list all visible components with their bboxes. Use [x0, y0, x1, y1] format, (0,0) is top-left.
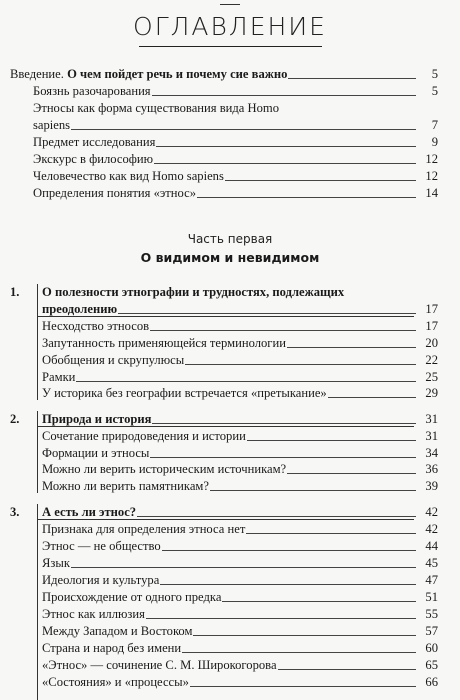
- toc-entry[interactable]: [42, 428, 438, 444]
- dot-leader: [287, 473, 416, 474]
- dot-leader: [278, 669, 416, 670]
- page-number: 17: [425, 319, 438, 333]
- page-number: 60: [425, 641, 438, 655]
- toc-entry[interactable]: [42, 674, 438, 690]
- intro-prefix: Введение.: [10, 67, 64, 81]
- dot-leader: [287, 347, 416, 348]
- page-number: 29: [425, 386, 438, 400]
- page-number: 42: [425, 522, 438, 536]
- dot-leader: [146, 618, 416, 619]
- dot-leader: [152, 95, 416, 96]
- dot-leader: [76, 381, 416, 382]
- chapter-number: 3.: [10, 505, 20, 519]
- dot-leader: [225, 180, 416, 181]
- toc-entry[interactable]: [42, 461, 438, 477]
- toc-entry[interactable]: [42, 335, 438, 351]
- page-number: 25: [425, 370, 438, 384]
- entry-text: Человечество как вид Homo sapiens: [33, 169, 224, 183]
- chapter-title[interactable]: [42, 411, 438, 427]
- dot-leader: [71, 129, 416, 130]
- page-number: 34: [425, 446, 438, 460]
- chapter-vertical-rule: [37, 284, 38, 400]
- page-number: 66: [425, 675, 438, 689]
- toc-entry[interactable]: [33, 168, 438, 184]
- page-number: 51: [425, 590, 438, 604]
- dot-leader: [118, 313, 416, 314]
- toc-entry[interactable]: [33, 185, 438, 201]
- entry-text: «Этнос» — сочинение С. М. Широкогорова: [42, 658, 277, 672]
- chapter-number: 2.: [10, 412, 20, 426]
- entry-text: Сочетание природоведения и истории: [42, 429, 246, 443]
- dot-leader: [162, 550, 416, 551]
- entry-text: Экскурс в философию: [33, 152, 154, 166]
- page-title: ОГЛАВЛЕНИЕ: [133, 12, 327, 41]
- toc-entry[interactable]: [42, 606, 438, 622]
- page-number: 17: [425, 302, 438, 316]
- entry-text: Обобщения и скрупулюсы: [42, 353, 185, 367]
- page-number: 45: [425, 556, 438, 570]
- toc-entry[interactable]: [42, 555, 438, 571]
- entry-text: Идеология и культура: [42, 573, 160, 587]
- intro-title: О чем пойдет речь и почему сие важно: [67, 67, 288, 81]
- toc-entry[interactable]: [42, 521, 438, 537]
- page-number: 7: [431, 118, 438, 132]
- entry-text: Можно ли верить историческим источникам?: [42, 462, 287, 476]
- page-number: 36: [425, 462, 438, 476]
- page-number: 20: [425, 336, 438, 350]
- entry-text: Можно ли верить памятникам?: [42, 479, 209, 493]
- entry-text: Несходство этносов: [42, 319, 150, 333]
- entry-text: Этнос — не общество: [42, 539, 161, 553]
- toc-entry[interactable]: [42, 538, 438, 554]
- dot-leader: [190, 686, 416, 687]
- entry-text: «Состояния» и «процессы»: [42, 675, 189, 689]
- page-number: 31: [425, 429, 438, 443]
- page-number: 55: [425, 607, 438, 621]
- part-title: О видимом и невидимом: [140, 250, 320, 265]
- chapter-title-continued[interactable]: [42, 301, 438, 317]
- page-number: 39: [425, 479, 438, 493]
- entry-text: Предмет исследования: [33, 135, 156, 149]
- dot-leader: [328, 397, 416, 398]
- dot-leader: [152, 423, 416, 424]
- chapter-title-underline: [37, 519, 414, 520]
- chapter-title-line: Природа и история: [42, 412, 152, 426]
- dot-leader: [288, 78, 416, 79]
- page-number: 5: [431, 84, 438, 98]
- chapter-title-underline: [37, 316, 414, 317]
- dot-leader: [246, 533, 416, 534]
- page-number: 9: [431, 135, 438, 149]
- entry-text: У историка без географии встречается «претыкание»: [42, 386, 327, 400]
- toc-entry[interactable]: [42, 623, 438, 639]
- toc-entry[interactable]: [33, 151, 438, 167]
- chapter-title[interactable]: [42, 284, 438, 300]
- entry-text: Признака для определения этноса нет: [42, 522, 246, 536]
- dot-leader: [154, 163, 416, 164]
- chapter-number: 1.: [10, 285, 20, 299]
- toc-entry[interactable]: [33, 83, 438, 99]
- dot-leader: [150, 330, 416, 331]
- page-number: 5: [431, 67, 438, 81]
- toc-entry[interactable]: [42, 445, 438, 461]
- page-number: 22: [425, 353, 438, 367]
- dot-leader: [71, 567, 416, 568]
- chapter-vertical-rule: [37, 504, 38, 700]
- entry-text: Этнос как иллюзия: [42, 607, 145, 621]
- dot-leader: [150, 457, 416, 458]
- page-number: 31: [425, 412, 438, 426]
- toc-entry[interactable]: [42, 385, 438, 401]
- dot-leader: [185, 364, 416, 365]
- toc-entry[interactable]: [42, 589, 438, 605]
- page-number: 44: [425, 539, 438, 553]
- toc-entry[interactable]: [42, 352, 438, 368]
- entry-text: Определения понятия «этнос»: [33, 186, 197, 200]
- chapter-title-line: А есть ли этнос?: [42, 505, 137, 519]
- page-number: 12: [425, 152, 438, 166]
- toc-entry[interactable]: [42, 572, 438, 588]
- dot-leader: [182, 652, 416, 653]
- page-number: 14: [425, 186, 438, 200]
- toc-entry[interactable]: [33, 134, 438, 150]
- entry-text: Страна и народ без имени: [42, 641, 182, 655]
- chapter-title-line: преодолению: [42, 302, 118, 316]
- toc-entry[interactable]: [42, 369, 438, 385]
- title-underline: [139, 46, 322, 47]
- entry-text: Между Западом и Востоком: [42, 624, 193, 638]
- entry-text: sapiens: [33, 118, 71, 132]
- page-number: 65: [425, 658, 438, 672]
- page-number: 47: [425, 573, 438, 587]
- dot-leader: [137, 516, 416, 517]
- entry-text: Этносы как форма существования вида Homo: [33, 101, 280, 115]
- dot-leader: [222, 601, 416, 602]
- chapter-title[interactable]: [42, 504, 438, 520]
- entry-text: Происхождение от одного предка: [42, 590, 222, 604]
- part-label: Часть первая: [187, 232, 273, 246]
- chapter-vertical-rule: [37, 411, 38, 493]
- toc-entry-continued[interactable]: [33, 117, 438, 133]
- dot-leader: [210, 490, 416, 491]
- dot-leader: [160, 584, 416, 585]
- entry-text: Формации и этносы: [42, 446, 150, 460]
- chapter-title-underline: [37, 426, 414, 427]
- entry-text: Язык: [42, 556, 70, 570]
- page-number: 42: [425, 505, 438, 519]
- dot-leader: [193, 635, 416, 636]
- chapter-title-line: О полезности этнографии и трудностях, подлежащих: [42, 285, 345, 299]
- entry-text: Запутанность применяющейся терминологии: [42, 336, 286, 350]
- toc-entry[interactable]: [42, 640, 438, 656]
- toc-entry[interactable]: [33, 100, 438, 116]
- entry-text: Боязнь разочарования: [33, 84, 151, 98]
- dot-leader: [247, 440, 416, 441]
- toc-entry[interactable]: [42, 657, 438, 673]
- toc-entry[interactable]: [42, 318, 438, 334]
- page-number: 57: [425, 624, 438, 638]
- dot-leader: [197, 197, 416, 198]
- page-number: 12: [425, 169, 438, 183]
- top-mark: [220, 0, 240, 5]
- entry-text: Рамки: [42, 370, 76, 384]
- toc-entry-intro[interactable]: [10, 66, 438, 82]
- toc-entry[interactable]: [42, 478, 438, 494]
- dot-leader: [156, 146, 416, 147]
